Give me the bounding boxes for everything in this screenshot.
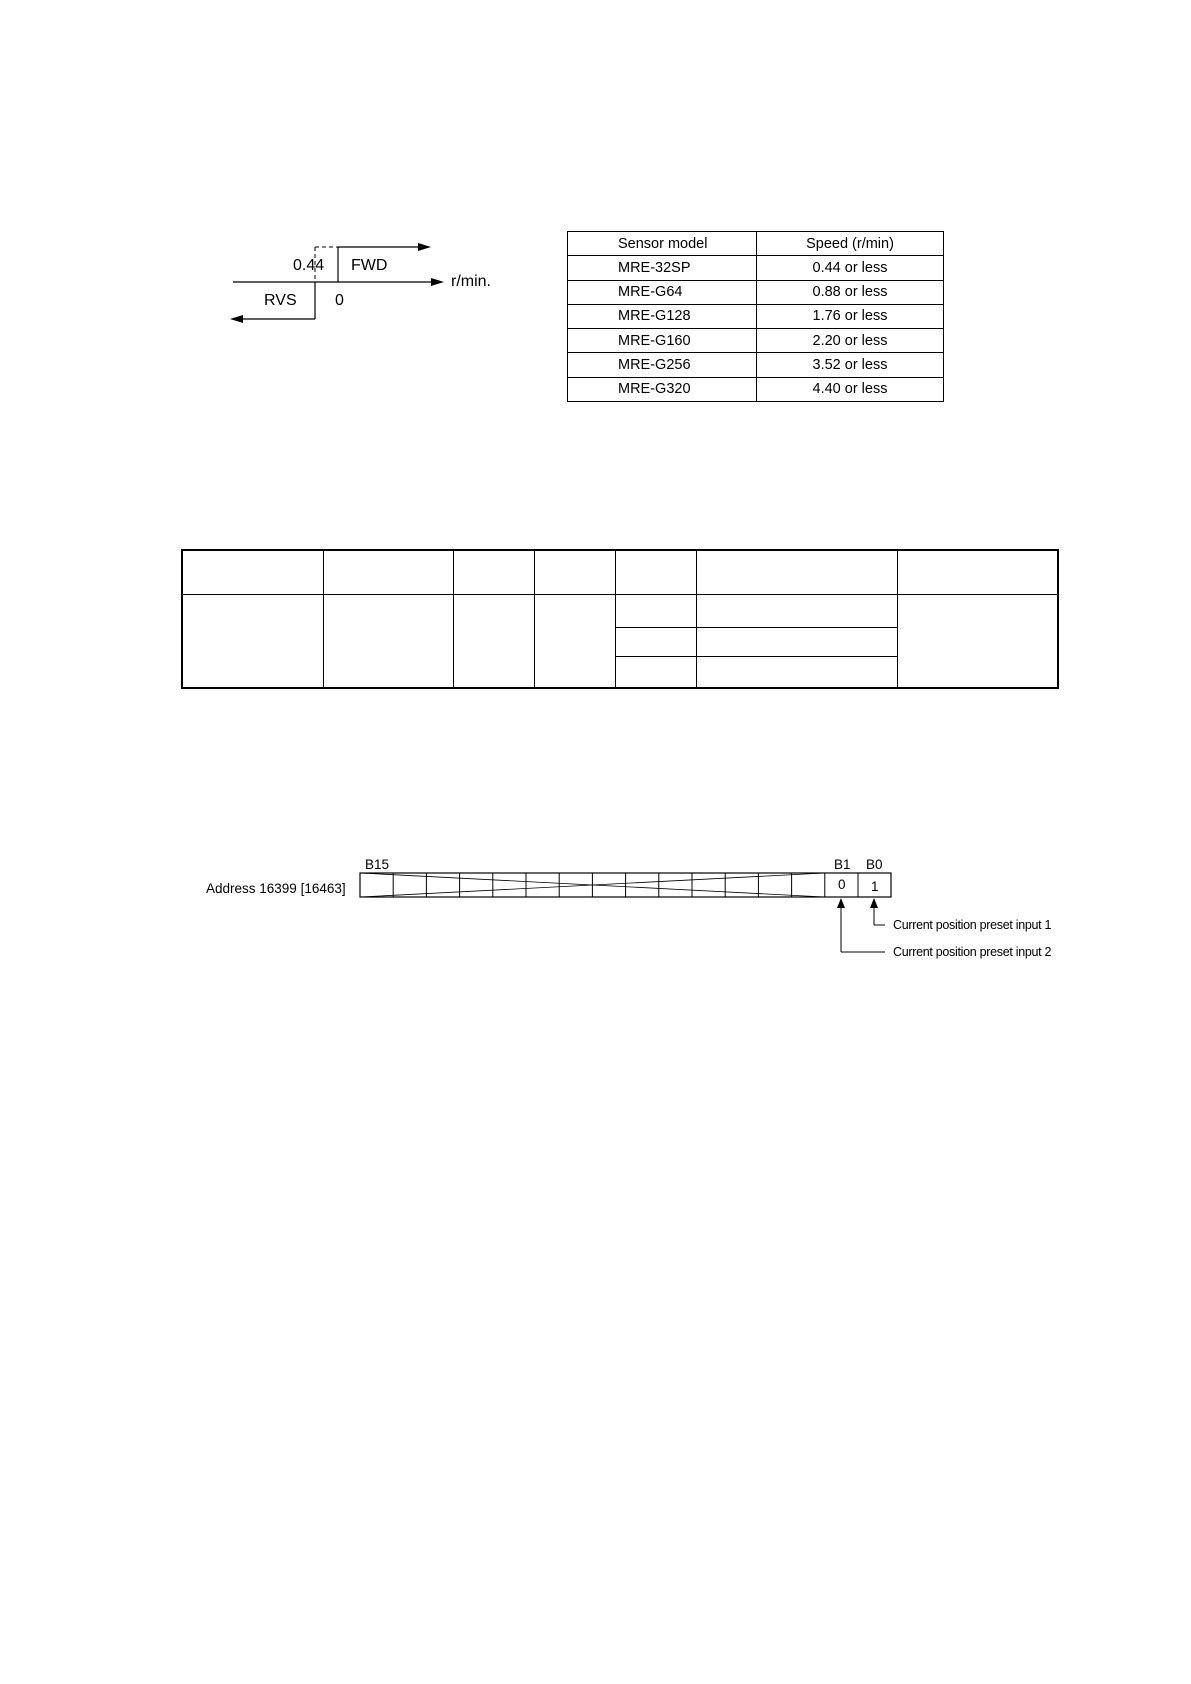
cell-sensor-model: MRE-G160 xyxy=(568,329,757,353)
blank-cell xyxy=(453,550,534,594)
cell-speed: 4.40 or less xyxy=(757,377,944,401)
blank-cell xyxy=(182,550,323,594)
blank-cell xyxy=(323,594,453,688)
sensor-speed-table xyxy=(567,231,944,402)
bit-b1-value: 0 xyxy=(838,877,846,892)
cell-sensor-model: MRE-32SP xyxy=(568,256,757,280)
cell-speed: 3.52 or less xyxy=(757,353,944,377)
blank-row xyxy=(182,594,1058,627)
cell-sensor-model: MRE-G64 xyxy=(568,280,757,304)
table-row xyxy=(568,377,944,401)
blank-header-row xyxy=(182,550,1058,594)
axis-unit-label: r/min. xyxy=(451,273,491,290)
note-preset-input-2: Current position preset input 2 xyxy=(893,945,1052,959)
cell-speed: 0.88 or less xyxy=(757,280,944,304)
bit-b0-label: B0 xyxy=(866,857,883,872)
blank-cell xyxy=(897,594,1058,688)
blank-parameter-table xyxy=(181,549,1059,689)
rvs-label: RVS xyxy=(264,292,297,309)
blank-cell xyxy=(534,594,615,688)
bit-b0-value: 1 xyxy=(871,879,879,894)
cell-speed: 2.20 or less xyxy=(757,329,944,353)
register-address-label: Address 16399 [16463] xyxy=(206,881,346,896)
table-row xyxy=(568,280,944,304)
blank-cell xyxy=(615,594,696,627)
cell-speed: 1.76 or less xyxy=(757,304,944,328)
blank-cell xyxy=(696,627,897,656)
blank-cell xyxy=(696,594,897,627)
blank-cell xyxy=(453,594,534,688)
blank-cell xyxy=(696,550,897,594)
fwd-label: FWD xyxy=(351,257,388,274)
blank-cell xyxy=(615,627,696,656)
register-bit-boxes xyxy=(355,870,915,970)
blank-cell xyxy=(897,550,1058,594)
cell-speed: 0.44 or less xyxy=(757,256,944,280)
header-sensor-model: Sensor model xyxy=(568,232,757,256)
table-row xyxy=(568,329,944,353)
table-row xyxy=(568,304,944,328)
header-speed: Speed (r/min) xyxy=(757,232,944,256)
blank-cell xyxy=(534,550,615,594)
bit-b15-label: B15 xyxy=(365,857,390,872)
blank-cell xyxy=(615,656,696,688)
cell-sensor-model: MRE-G256 xyxy=(568,353,757,377)
blank-cell xyxy=(696,656,897,688)
note-preset-input-1: Current position preset input 1 xyxy=(893,918,1052,932)
table-row xyxy=(568,256,944,280)
blank-cell xyxy=(615,550,696,594)
cell-sensor-model: MRE-G320 xyxy=(568,377,757,401)
cell-sensor-model: MRE-G128 xyxy=(568,304,757,328)
blank-cell xyxy=(323,550,453,594)
zero-label: 0 xyxy=(335,292,344,309)
blank-cell xyxy=(182,594,323,688)
table-header-row xyxy=(568,232,944,256)
table-row xyxy=(568,353,944,377)
threshold-value: 0.44 xyxy=(293,257,325,274)
bit-b1-label: B1 xyxy=(834,857,851,872)
